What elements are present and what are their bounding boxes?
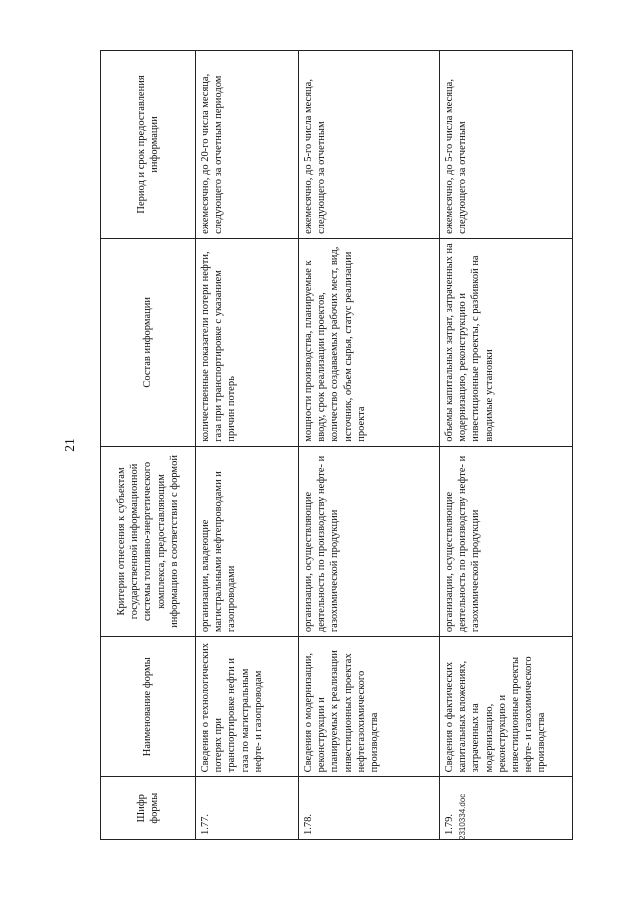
cell-criteria: организации, осуществляющие деятельность по производству нефте- и газохимической продукции [299, 446, 440, 636]
table-row [440, 51, 573, 840]
page-number: 21 [62, 438, 77, 452]
cell-content: мощности производства, планируемые к вводу, срок реализации проектов, количество создаваемых рабочих мест, вид, источник, объем сырья, статус реализации проекта [299, 238, 440, 446]
header-criteria: Критерии отнесения к субъектам государственной информационной системы топливно-энергетического комплекса, предоставляющим информацию в соответствии с формой [101, 446, 196, 636]
table-header-row [101, 51, 196, 840]
cell-period: ежемесячно, до 5-го числа месяца, следующего за отчетным [440, 51, 573, 239]
cell-name: Сведения о модернизации, реконструкции и планируемых к реализации инвестиционных проектах нефтегазохимического производства [299, 637, 440, 777]
cell-period: ежемесячно, до 5-го числа месяца, следующего за отчетным [299, 51, 440, 239]
rotated-content [40, 50, 548, 840]
cell-code: 1.79. [440, 777, 573, 840]
cell-criteria: организации, осуществляющие деятельность по производству нефте- и газохимической продукции [440, 446, 573, 636]
cell-name: Сведения о фактических капитальных вложениях, затраченных на модернизацию, реконструкцию и инвестиционные проекты нефте- и газохимического производства [440, 637, 573, 777]
table-row [299, 51, 440, 840]
cell-code: 1.77. [196, 777, 299, 840]
header-name: Наименование формы [101, 637, 196, 777]
cell-content: количественные показатели потери нефти, газа при транспортировке с указанием причин потерь [196, 238, 299, 446]
cell-code: 1.78. [299, 777, 440, 840]
forms-table [100, 50, 573, 840]
cell-period: ежемесячно, до 20-го числа месяца, следующего за отчетным периодом [196, 51, 299, 239]
header-period: Период и срок предоставления информации [101, 51, 196, 239]
cell-criteria: организации, владеющие магистральными нефтепроводами и газопроводами [196, 446, 299, 636]
header-code: Шифр формы [101, 777, 196, 840]
cell-content: объемы капитальных затрат, затраченных на модернизацию, реконструкцию и инвестиционные проекты, с разбивкой на вводимые установки [440, 238, 573, 446]
cell-name: Сведения о технологических потерях при транспортировке нефти и газа по магистральным нефте- и газопроводам [196, 637, 299, 777]
header-content: Состав информации [101, 238, 196, 446]
document-footer-code: 2310334.doc [458, 793, 467, 840]
table-row [196, 51, 299, 840]
